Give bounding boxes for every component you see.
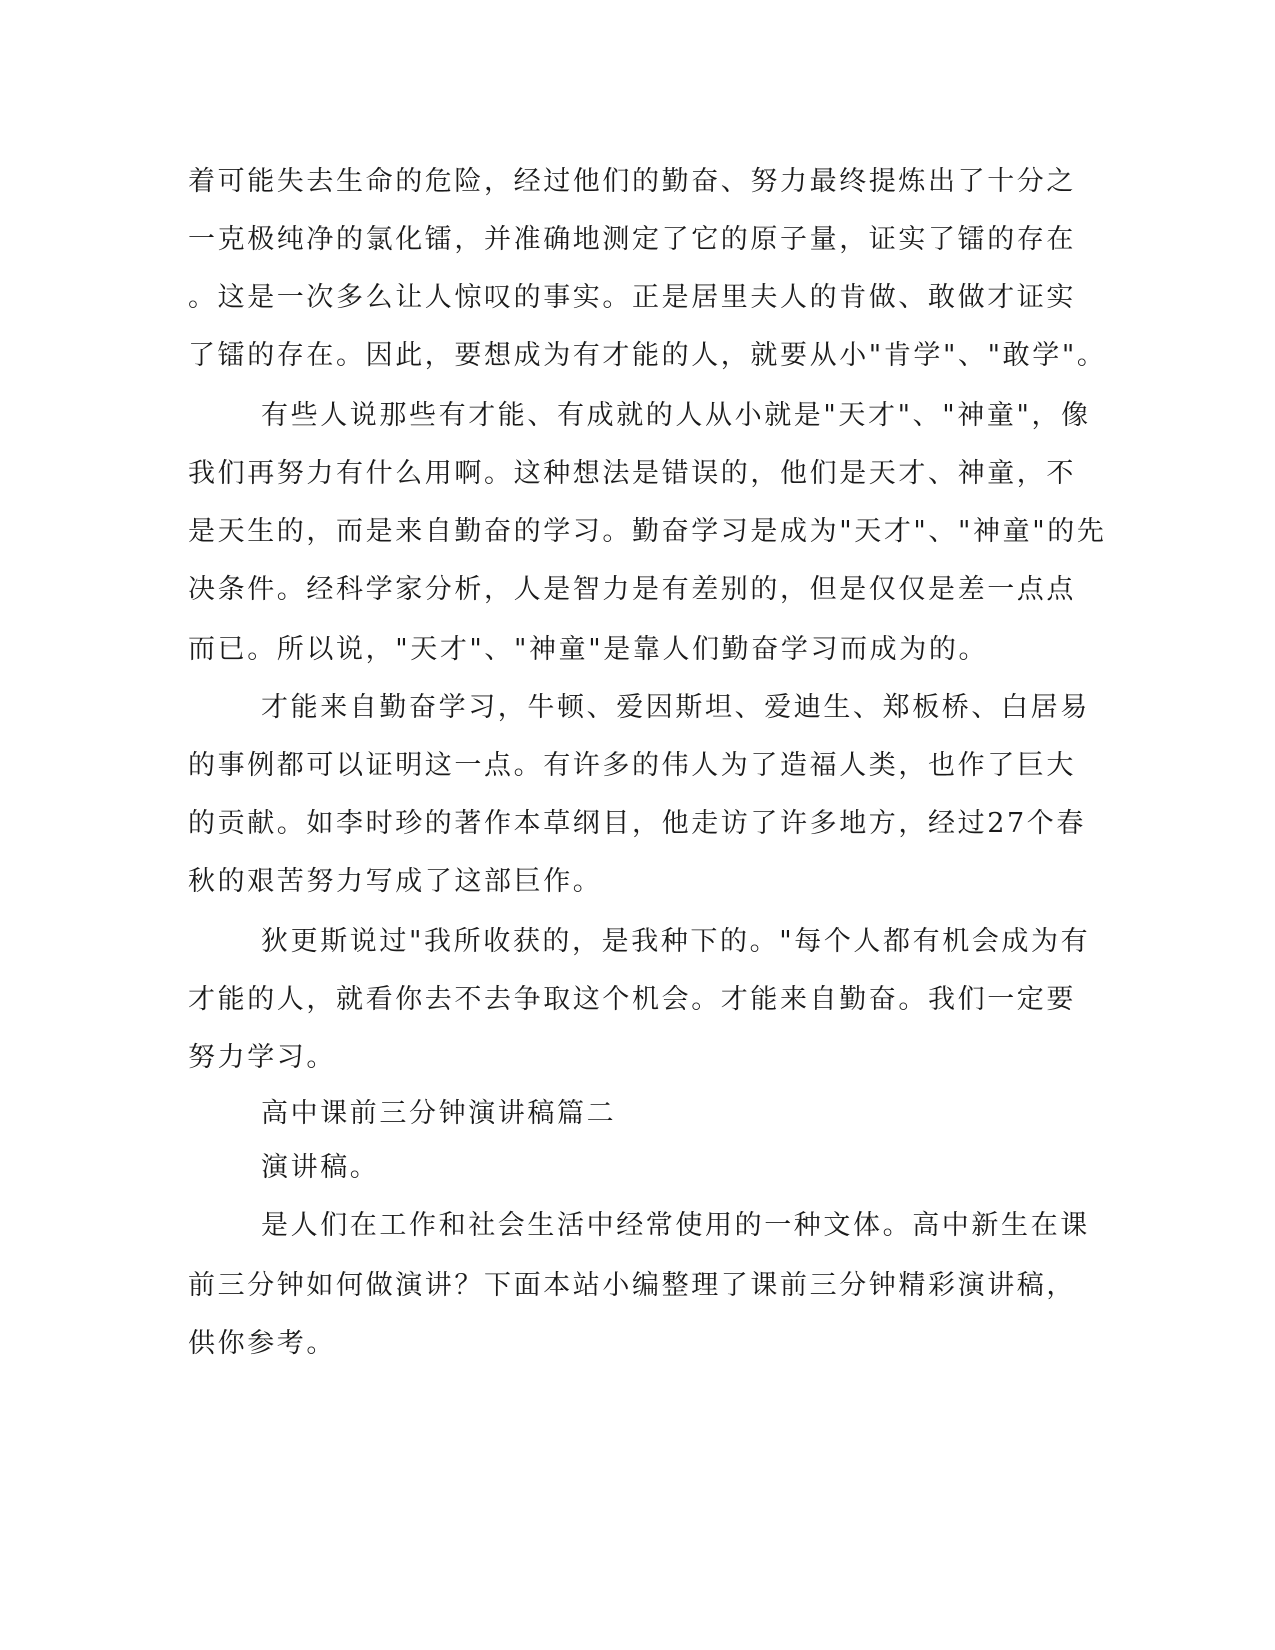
paragraph-first-line: 演讲稿。 [261, 1152, 380, 1183]
text-line: 是天生的，而是来自勤奋的学习。勤奋学习是成为"天才"、"神童"的先 [188, 516, 1107, 547]
text-line: 一克极纯净的氯化镭，并准确地测定了它的原子量，证实了镭的存在 [188, 224, 1076, 255]
text-line: 的贡献。如李时珍的著作本草纲目，他走访了许多地方，经过27个春 [188, 808, 1086, 839]
paragraph-first-line: 是人们在工作和社会生活中经常使用的一种文体。高中新生在课 [261, 1210, 1090, 1241]
text-line: 。这是一次多么让人惊叹的事实。正是居里夫人的肯做、敢做才证实 [188, 282, 1076, 313]
text-line: 努力学习。 [188, 1042, 336, 1073]
paragraph-first-line: 狄更斯说过"我所收获的，是我种下的。"每个人都有机会成为有 [261, 926, 1091, 957]
text-line: 前三分钟如何做演讲？下面本站小编整理了课前三分钟精彩演讲稿， [188, 1270, 1076, 1301]
section-heading: 高中课前三分钟演讲稿篇二 [261, 1098, 617, 1129]
paragraph-first-line: 有些人说那些有才能、有成就的人从小就是"天才"、"神童"，像 [261, 400, 1091, 431]
text-line: 决条件。经科学家分析，人是智力是有差别的，但是仅仅是差一点点 [188, 574, 1076, 605]
text-line: 供你参考。 [188, 1328, 336, 1359]
text-line: 才能的人，就看你去不去争取这个机会。才能来自勤奋。我们一定要 [188, 984, 1076, 1015]
paragraph-first-line: 才能来自勤奋学习，牛顿、爱因斯坦、爱迪生、郑板桥、白居易 [261, 692, 1090, 723]
text-line: 秋的艰苦努力写成了这部巨作。 [188, 866, 603, 897]
text-line: 了镭的存在。因此，要想成为有才能的人，就要从小"肯学"、"敢学"。 [188, 340, 1107, 371]
text-line: 着可能失去生命的危险，经过他们的勤奋、努力最终提炼出了十分之 [188, 166, 1076, 197]
text-line: 我们再努力有什么用啊。这种想法是错误的，他们是天才、神童，不 [188, 458, 1076, 489]
text-line: 而已。所以说，"天才"、"神童"是靠人们勤奋学习而成为的。 [188, 634, 989, 665]
text-line: 的事例都可以证明这一点。有许多的伟人为了造福人类，也作了巨大 [188, 750, 1076, 781]
